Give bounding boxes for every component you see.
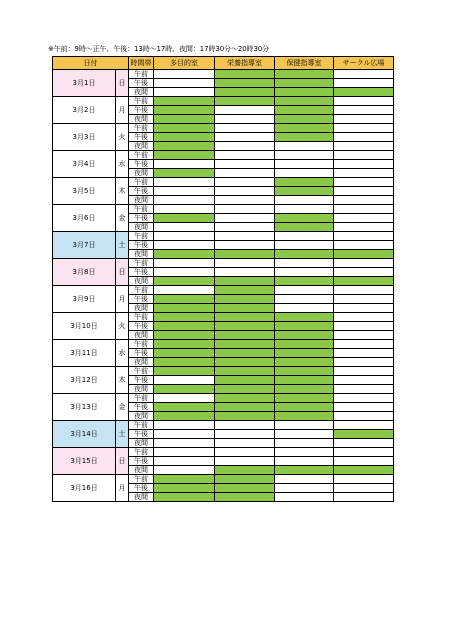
time-slot-evening: 夜間 [129,88,154,97]
booked-cell-health [275,97,334,106]
time-slot-evening: 夜間 [129,466,154,475]
booked-cell-nutrition [215,97,275,106]
booked-cell-health [275,223,334,232]
booked-cell-health [275,385,334,394]
available-cell-nutrition [215,115,275,124]
booked-cell-health [275,178,334,187]
header-row [53,57,394,70]
time-slot-afternoon: 午後 [129,241,154,250]
available-cell-multipurpose [154,448,215,457]
booked-cell-multipurpose [154,133,215,142]
time-slot-evening: 夜間 [129,493,154,502]
schedule-row [53,394,394,403]
day-of-week: 火 [116,124,129,151]
day-date: 3月15日 [53,448,116,475]
available-cell-multipurpose [154,88,215,97]
available-cell-health [275,205,334,214]
booked-cell-nutrition [215,358,275,367]
schedule-row [53,286,394,295]
booked-cell-multipurpose [154,367,215,376]
available-cell-circle-plaza [334,232,394,241]
header-room-health: 保健指導室 [275,57,334,70]
available-cell-circle-plaza [334,376,394,385]
booked-cell-health [275,115,334,124]
available-cell-circle-plaza [334,124,394,133]
available-cell-circle-plaza [334,484,394,493]
header-time-slot: 時間帯 [129,57,154,70]
available-cell-circle-plaza [334,106,394,115]
available-cell-circle-plaza [334,205,394,214]
available-cell-health [275,286,334,295]
time-slot-afternoon: 午後 [129,376,154,385]
time-slot-evening: 夜間 [129,115,154,124]
time-slot-afternoon: 午後 [129,187,154,196]
day-date: 3月8日 [53,259,116,286]
booked-cell-multipurpose [154,412,215,421]
available-cell-circle-plaza [334,439,394,448]
available-cell-nutrition [215,205,275,214]
booked-cell-health [275,70,334,79]
available-cell-multipurpose [154,160,215,169]
booked-cell-health [275,403,334,412]
booked-cell-nutrition [215,403,275,412]
available-cell-health [275,304,334,313]
day-date: 3月11日 [53,340,116,367]
time-slot-morning: 午前 [129,151,154,160]
available-cell-circle-plaza [334,79,394,88]
available-cell-circle-plaza [334,133,394,142]
booked-cell-nutrition [215,475,275,484]
header-date: 日付 [53,57,129,70]
time-slot-evening: 夜間 [129,250,154,259]
available-cell-nutrition [215,169,275,178]
available-cell-multipurpose [154,286,215,295]
time-slot-morning: 午前 [129,124,154,133]
booked-cell-multipurpose [154,214,215,223]
time-slot-morning: 午前 [129,421,154,430]
day-of-week: 日 [116,448,129,475]
available-cell-nutrition [215,232,275,241]
available-cell-circle-plaza [334,493,394,502]
available-cell-multipurpose [154,205,215,214]
day-date: 3月10日 [53,313,116,340]
available-cell-circle-plaza [334,196,394,205]
booked-cell-multipurpose [154,331,215,340]
booked-cell-health [275,322,334,331]
available-cell-circle-plaza [334,412,394,421]
day-of-week: 月 [116,97,129,124]
available-cell-multipurpose [154,241,215,250]
time-slot-afternoon: 午後 [129,349,154,358]
booked-cell-nutrition [215,349,275,358]
available-cell-circle-plaza [334,286,394,295]
available-cell-circle-plaza [334,169,394,178]
available-cell-nutrition [215,151,275,160]
booked-cell-health [275,277,334,286]
booked-cell-multipurpose [154,277,215,286]
booked-cell-multipurpose [154,106,215,115]
day-of-week: 木 [116,367,129,394]
available-cell-health [275,241,334,250]
booked-cell-health [275,412,334,421]
schedule-row [53,124,394,133]
time-slot-afternoon: 午後 [129,457,154,466]
available-cell-circle-plaza [334,295,394,304]
available-cell-circle-plaza [334,151,394,160]
available-cell-nutrition [215,430,275,439]
day-of-week: 土 [116,232,129,259]
available-cell-health [275,142,334,151]
time-slot-morning: 午前 [129,259,154,268]
day-of-week: 月 [116,286,129,313]
available-cell-health [275,439,334,448]
time-slot-morning: 午前 [129,313,154,322]
day-date: 3月3日 [53,124,116,151]
available-cell-health [275,421,334,430]
available-cell-circle-plaza [334,142,394,151]
schedule-row [53,340,394,349]
booked-cell-health [275,79,334,88]
available-cell-circle-plaza [334,268,394,277]
schedule-row [53,178,394,187]
time-slot-evening: 夜間 [129,196,154,205]
available-cell-health [275,169,334,178]
available-cell-nutrition [215,448,275,457]
available-cell-multipurpose [154,439,215,448]
booked-cell-circle-plaza [334,250,394,259]
time-slot-evening: 夜間 [129,223,154,232]
available-cell-circle-plaza [334,358,394,367]
booked-cell-health [275,88,334,97]
available-cell-multipurpose [154,376,215,385]
time-slot-evening: 夜間 [129,169,154,178]
available-cell-nutrition [215,241,275,250]
time-slot-afternoon: 午後 [129,133,154,142]
available-cell-nutrition [215,268,275,277]
day-of-week: 日 [116,70,129,97]
booked-cell-circle-plaza [334,466,394,475]
available-cell-multipurpose [154,430,215,439]
time-slot-morning: 午前 [129,448,154,457]
booked-cell-multipurpose [154,475,215,484]
available-cell-circle-plaza [334,223,394,232]
available-cell-multipurpose [154,178,215,187]
booked-cell-nutrition [215,286,275,295]
day-of-week: 月 [116,475,129,502]
booked-cell-multipurpose [154,115,215,124]
available-cell-multipurpose [154,196,215,205]
booked-cell-multipurpose [154,151,215,160]
schedule-row [53,313,394,322]
time-slot-afternoon: 午後 [129,484,154,493]
booked-cell-health [275,358,334,367]
day-date: 3月13日 [53,394,116,421]
booked-cell-nutrition [215,412,275,421]
day-of-week: 水 [116,151,129,178]
booked-cell-nutrition [215,88,275,97]
day-date: 3月16日 [53,475,116,502]
available-cell-multipurpose [154,79,215,88]
available-cell-circle-plaza [334,367,394,376]
day-date: 3月7日 [53,232,116,259]
schedule-row [53,232,394,241]
time-slot-afternoon: 午後 [129,430,154,439]
schedule-row [53,151,394,160]
booked-cell-multipurpose [154,250,215,259]
available-cell-multipurpose [154,259,215,268]
available-cell-health [275,430,334,439]
day-date: 3月4日 [53,151,116,178]
time-slot-morning: 午前 [129,394,154,403]
booked-cell-nutrition [215,340,275,349]
available-cell-circle-plaza [334,187,394,196]
available-cell-circle-plaza [334,313,394,322]
schedule-row [53,475,394,484]
available-cell-health [275,268,334,277]
available-cell-nutrition [215,259,275,268]
day-date: 3月14日 [53,421,116,448]
booked-cell-nutrition [215,394,275,403]
time-slot-afternoon: 午後 [129,160,154,169]
available-cell-health [275,232,334,241]
available-cell-nutrition [215,106,275,115]
booked-cell-health [275,331,334,340]
schedule-row [53,367,394,376]
available-cell-health [275,160,334,169]
available-cell-nutrition [215,124,275,133]
time-slot-morning: 午前 [129,70,154,79]
available-cell-health [275,151,334,160]
day-of-week: 金 [116,205,129,232]
booked-cell-multipurpose [154,385,215,394]
available-cell-circle-plaza [334,241,394,250]
booked-cell-health [275,394,334,403]
available-cell-circle-plaza [334,331,394,340]
booked-cell-nutrition [215,295,275,304]
day-of-week: 水 [116,340,129,367]
time-slot-afternoon: 午後 [129,214,154,223]
time-slot-afternoon: 午後 [129,403,154,412]
time-slot-morning: 午前 [129,232,154,241]
available-cell-circle-plaza [334,259,394,268]
header-room-circle-plaza: サークル広場 [334,57,394,70]
time-slot-morning: 午前 [129,340,154,349]
available-cell-circle-plaza [334,475,394,484]
booked-cell-multipurpose [154,142,215,151]
available-cell-nutrition [215,187,275,196]
booked-cell-nutrition [215,484,275,493]
available-cell-nutrition [215,457,275,466]
available-cell-circle-plaza [334,178,394,187]
available-cell-circle-plaza [334,457,394,466]
time-slot-evening: 夜間 [129,142,154,151]
schedule-row [53,448,394,457]
available-cell-circle-plaza [334,322,394,331]
time-slot-morning: 午前 [129,178,154,187]
booked-cell-health [275,187,334,196]
booked-cell-health [275,124,334,133]
schedule-row [53,97,394,106]
time-slot-morning: 午前 [129,367,154,376]
available-cell-circle-plaza [334,448,394,457]
available-cell-circle-plaza [334,214,394,223]
booked-cell-health [275,214,334,223]
time-slot-afternoon: 午後 [129,322,154,331]
available-cell-health [275,448,334,457]
available-cell-circle-plaza [334,394,394,403]
day-date: 3月1日 [53,70,116,97]
booked-cell-nutrition [215,79,275,88]
available-cell-nutrition [215,214,275,223]
time-slot-evening: 夜間 [129,412,154,421]
available-cell-nutrition [215,142,275,151]
booked-cell-nutrition [215,367,275,376]
time-slot-evening: 夜間 [129,358,154,367]
time-slot-afternoon: 午後 [129,295,154,304]
available-cell-health [275,295,334,304]
time-slot-evening: 夜間 [129,331,154,340]
day-of-week: 土 [116,421,129,448]
available-cell-circle-plaza [334,340,394,349]
booked-cell-health [275,376,334,385]
available-cell-circle-plaza [334,115,394,124]
day-date: 3月12日 [53,367,116,394]
time-slot-afternoon: 午後 [129,268,154,277]
booked-cell-health [275,466,334,475]
available-cell-nutrition [215,178,275,187]
time-slot-evening: 夜間 [129,439,154,448]
time-slot-evening: 夜間 [129,304,154,313]
booked-cell-multipurpose [154,313,215,322]
available-cell-nutrition [215,196,275,205]
booked-cell-multipurpose [154,340,215,349]
time-slot-morning: 午前 [129,97,154,106]
booked-cell-nutrition [215,331,275,340]
available-cell-multipurpose [154,457,215,466]
booked-cell-nutrition [215,70,275,79]
schedule-row [53,421,394,430]
booked-cell-health [275,133,334,142]
available-cell-multipurpose [154,268,215,277]
available-cell-multipurpose [154,70,215,79]
booked-cell-multipurpose [154,295,215,304]
schedule-row [53,205,394,214]
available-cell-nutrition [215,160,275,169]
day-date: 3月2日 [53,97,116,124]
booked-cell-health [275,367,334,376]
room-schedule-table [52,56,394,502]
available-cell-circle-plaza [334,70,394,79]
available-cell-multipurpose [154,421,215,430]
available-cell-multipurpose [154,394,215,403]
available-cell-multipurpose [154,187,215,196]
available-cell-multipurpose [154,466,215,475]
available-cell-nutrition [215,133,275,142]
booked-cell-health [275,106,334,115]
booked-cell-circle-plaza [334,88,394,97]
time-slot-afternoon: 午後 [129,79,154,88]
time-slot-afternoon: 午後 [129,106,154,115]
day-date: 3月6日 [53,205,116,232]
booked-cell-health [275,340,334,349]
schedule-row [53,70,394,79]
day-of-week: 木 [116,178,129,205]
available-cell-circle-plaza [334,97,394,106]
booked-cell-nutrition [215,313,275,322]
booked-cell-multipurpose [154,97,215,106]
available-cell-nutrition [215,223,275,232]
booked-cell-multipurpose [154,493,215,502]
booked-cell-health [275,313,334,322]
day-of-week: 日 [116,259,129,286]
header-room-multipurpose: 多目的室 [154,57,215,70]
booked-cell-multipurpose [154,349,215,358]
time-slot-evening: 夜間 [129,385,154,394]
available-cell-health [275,259,334,268]
booked-cell-circle-plaza [334,430,394,439]
booked-cell-nutrition [215,493,275,502]
available-cell-multipurpose [154,232,215,241]
booked-cell-nutrition [215,322,275,331]
available-cell-health [275,484,334,493]
booked-cell-circle-plaza [334,277,394,286]
booked-cell-multipurpose [154,169,215,178]
booked-cell-multipurpose [154,403,215,412]
available-cell-multipurpose [154,223,215,232]
available-cell-nutrition [215,439,275,448]
booked-cell-nutrition [215,385,275,394]
booked-cell-health [275,349,334,358]
booked-cell-multipurpose [154,358,215,367]
booked-cell-nutrition [215,304,275,313]
day-date: 3月5日 [53,178,116,205]
day-of-week: 火 [116,313,129,340]
time-slot-evening: 夜間 [129,277,154,286]
available-cell-health [275,457,334,466]
booked-cell-nutrition [215,376,275,385]
available-cell-health [275,475,334,484]
hours-note: ※午前：9時～正午、午後：13時～17時、夜間：17時30分～20時30分 [48,45,270,53]
header-room-nutrition: 栄養指導室 [215,57,275,70]
available-cell-circle-plaza [334,403,394,412]
booked-cell-nutrition [215,466,275,475]
time-slot-morning: 午前 [129,286,154,295]
time-slot-morning: 午前 [129,205,154,214]
schedule-row [53,259,394,268]
booked-cell-multipurpose [154,304,215,313]
booked-cell-multipurpose [154,124,215,133]
available-cell-circle-plaza [334,385,394,394]
booked-cell-nutrition [215,277,275,286]
time-slot-morning: 午前 [129,475,154,484]
available-cell-circle-plaza [334,160,394,169]
day-date: 3月9日 [53,286,116,313]
available-cell-circle-plaza [334,421,394,430]
available-cell-circle-plaza [334,349,394,358]
day-of-week: 金 [116,394,129,421]
available-cell-health [275,493,334,502]
booked-cell-nutrition [215,250,275,259]
booked-cell-multipurpose [154,322,215,331]
booked-cell-multipurpose [154,484,215,493]
available-cell-health [275,196,334,205]
booked-cell-health [275,250,334,259]
available-cell-nutrition [215,421,275,430]
available-cell-circle-plaza [334,304,394,313]
